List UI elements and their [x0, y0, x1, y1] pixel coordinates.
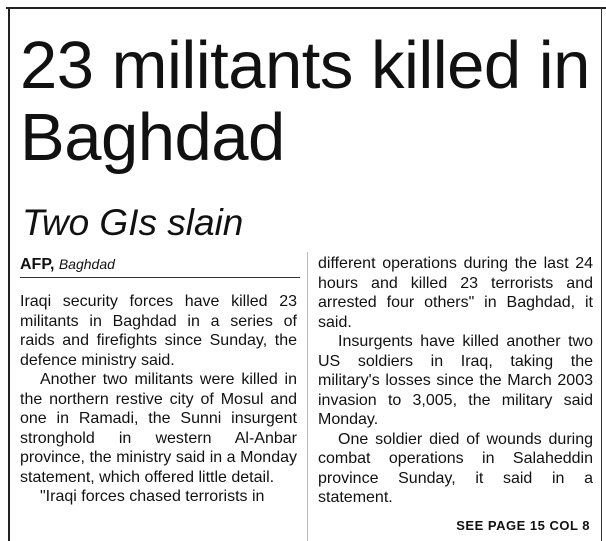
continuation-note: SEE PAGE 15 COL 8 — [456, 518, 590, 533]
byline — [20, 256, 300, 278]
left-rule — [8, 7, 10, 541]
top-rule — [6, 7, 606, 9]
paragraph: Insurgents have killed another two US soldiers in Iraq, taking the military's losses since the March 2003 invasion to 3,005, the military said Monday. — [318, 333, 593, 428]
subheadline: Two GIs slain — [22, 202, 244, 243]
byline-agency: AFP, — [20, 256, 55, 273]
right-rule — [601, 7, 602, 541]
paragraph: One soldier died of wounds during combat operations in Salaheddin province Sunday, it said in a statement. — [318, 430, 593, 506]
article-column-left — [20, 292, 297, 507]
article-column-right — [318, 254, 593, 508]
paragraph: "Iraqi forces chased terrorists in — [40, 488, 265, 505]
column-divider — [307, 252, 308, 541]
headline: 23 militants killed in Baghdad — [20, 28, 590, 175]
paragraph: different operations during the last 24 hours and killed 23 terrorists and arrested four others" in Baghdad, it said. — [318, 255, 593, 331]
byline-place: Baghdad — [58, 256, 115, 272]
paragraph: Iraqi security forces have killed 23 militants in Baghdad in a series of raids and firefights since Sunday, the defence ministry said. — [20, 293, 297, 369]
paragraph: Another two militants were killed in the northern restive city of Mosul and one in Ramadi, the Sunni insurgent stronghold in western Al-Anbar province, the ministry said in a Monday statement, which offered little detail. — [20, 371, 297, 486]
